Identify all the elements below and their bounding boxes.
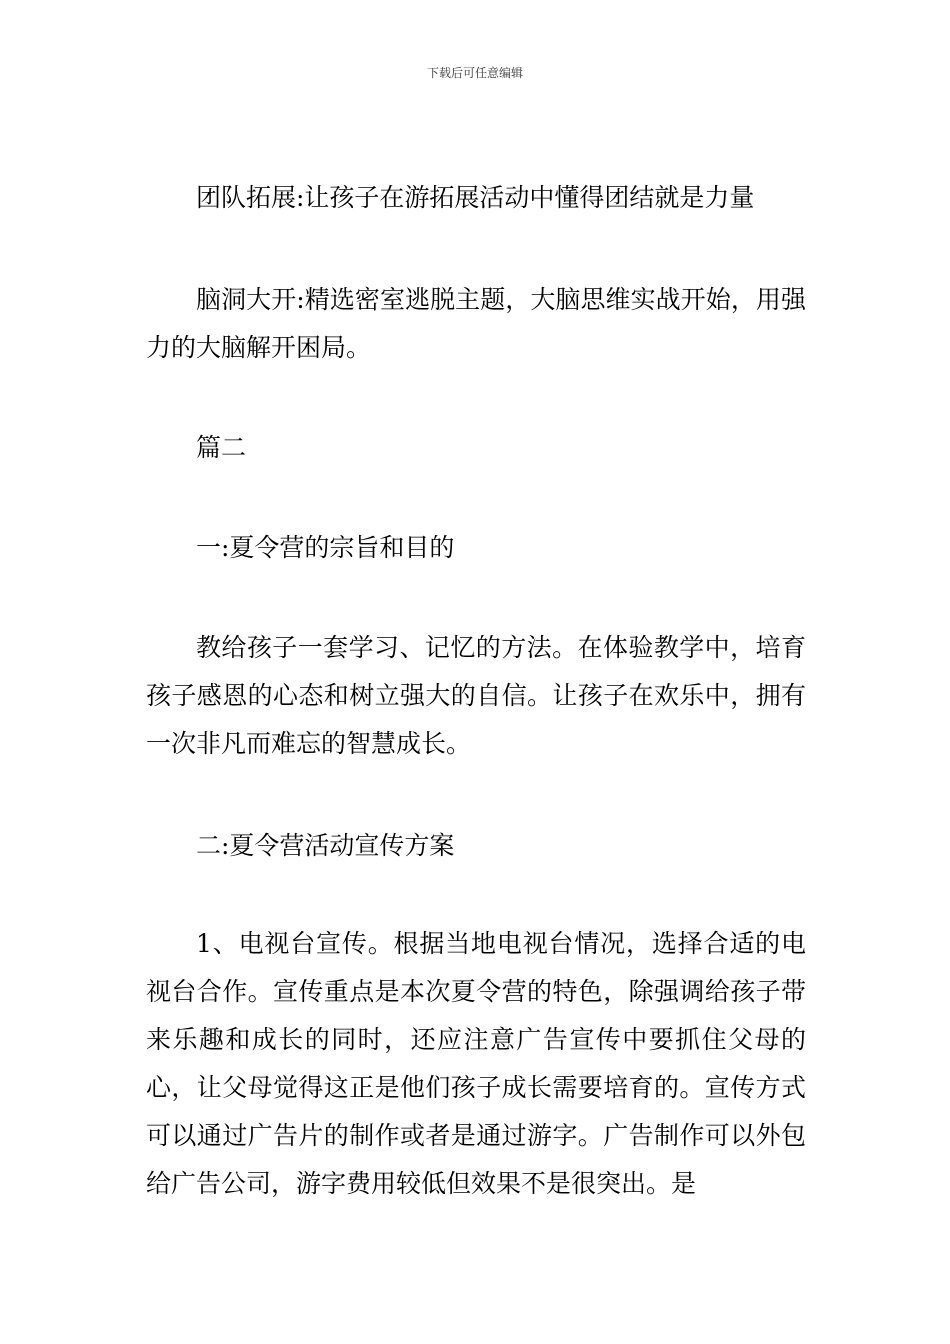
paragraph-brain-open: 脑洞大开:精选密室逃脱主题，大脑思维实战开始，用强力的大脑解开困局。 — [146, 285, 806, 362]
paragraph-tv-promotion: 1、电视台宣传。根据当地电视台情况，选择合适的电视台合作。宣传重点是本次夏令营的特色，除强调给孩子带来乐趣和成长的同时，还应注意广告宣传中要抓住父母的心，让父母觉得这正是他们孩子成长需要培育的。宣传方式可以通过广告片的制作或者是通过游字。广告制作可以外包给广告公司，游字费用较低但效果不是很突出。是 — [146, 929, 806, 1198]
paragraph-team-expansion: 团队拓展:让孩子在游拓展活动中懂得团结就是力量 — [196, 183, 755, 212]
heading-promotion-plan: 二:夏令营活动宣传方案 — [196, 831, 455, 860]
section-heading-part-two: 篇二 — [196, 433, 247, 462]
page-header-note: 下载后可任意编辑 — [426, 66, 523, 80]
heading-purpose: 一:夏令营的宗旨和目的 — [196, 533, 455, 562]
paragraph-purpose: 教给孩子一套学习、记忆的方法。在体验教学中，培育孩子感恩的心态和树立强大的自信。让孩子在欢乐中，拥有一次非凡而难忘的智慧成长。 — [146, 633, 806, 758]
